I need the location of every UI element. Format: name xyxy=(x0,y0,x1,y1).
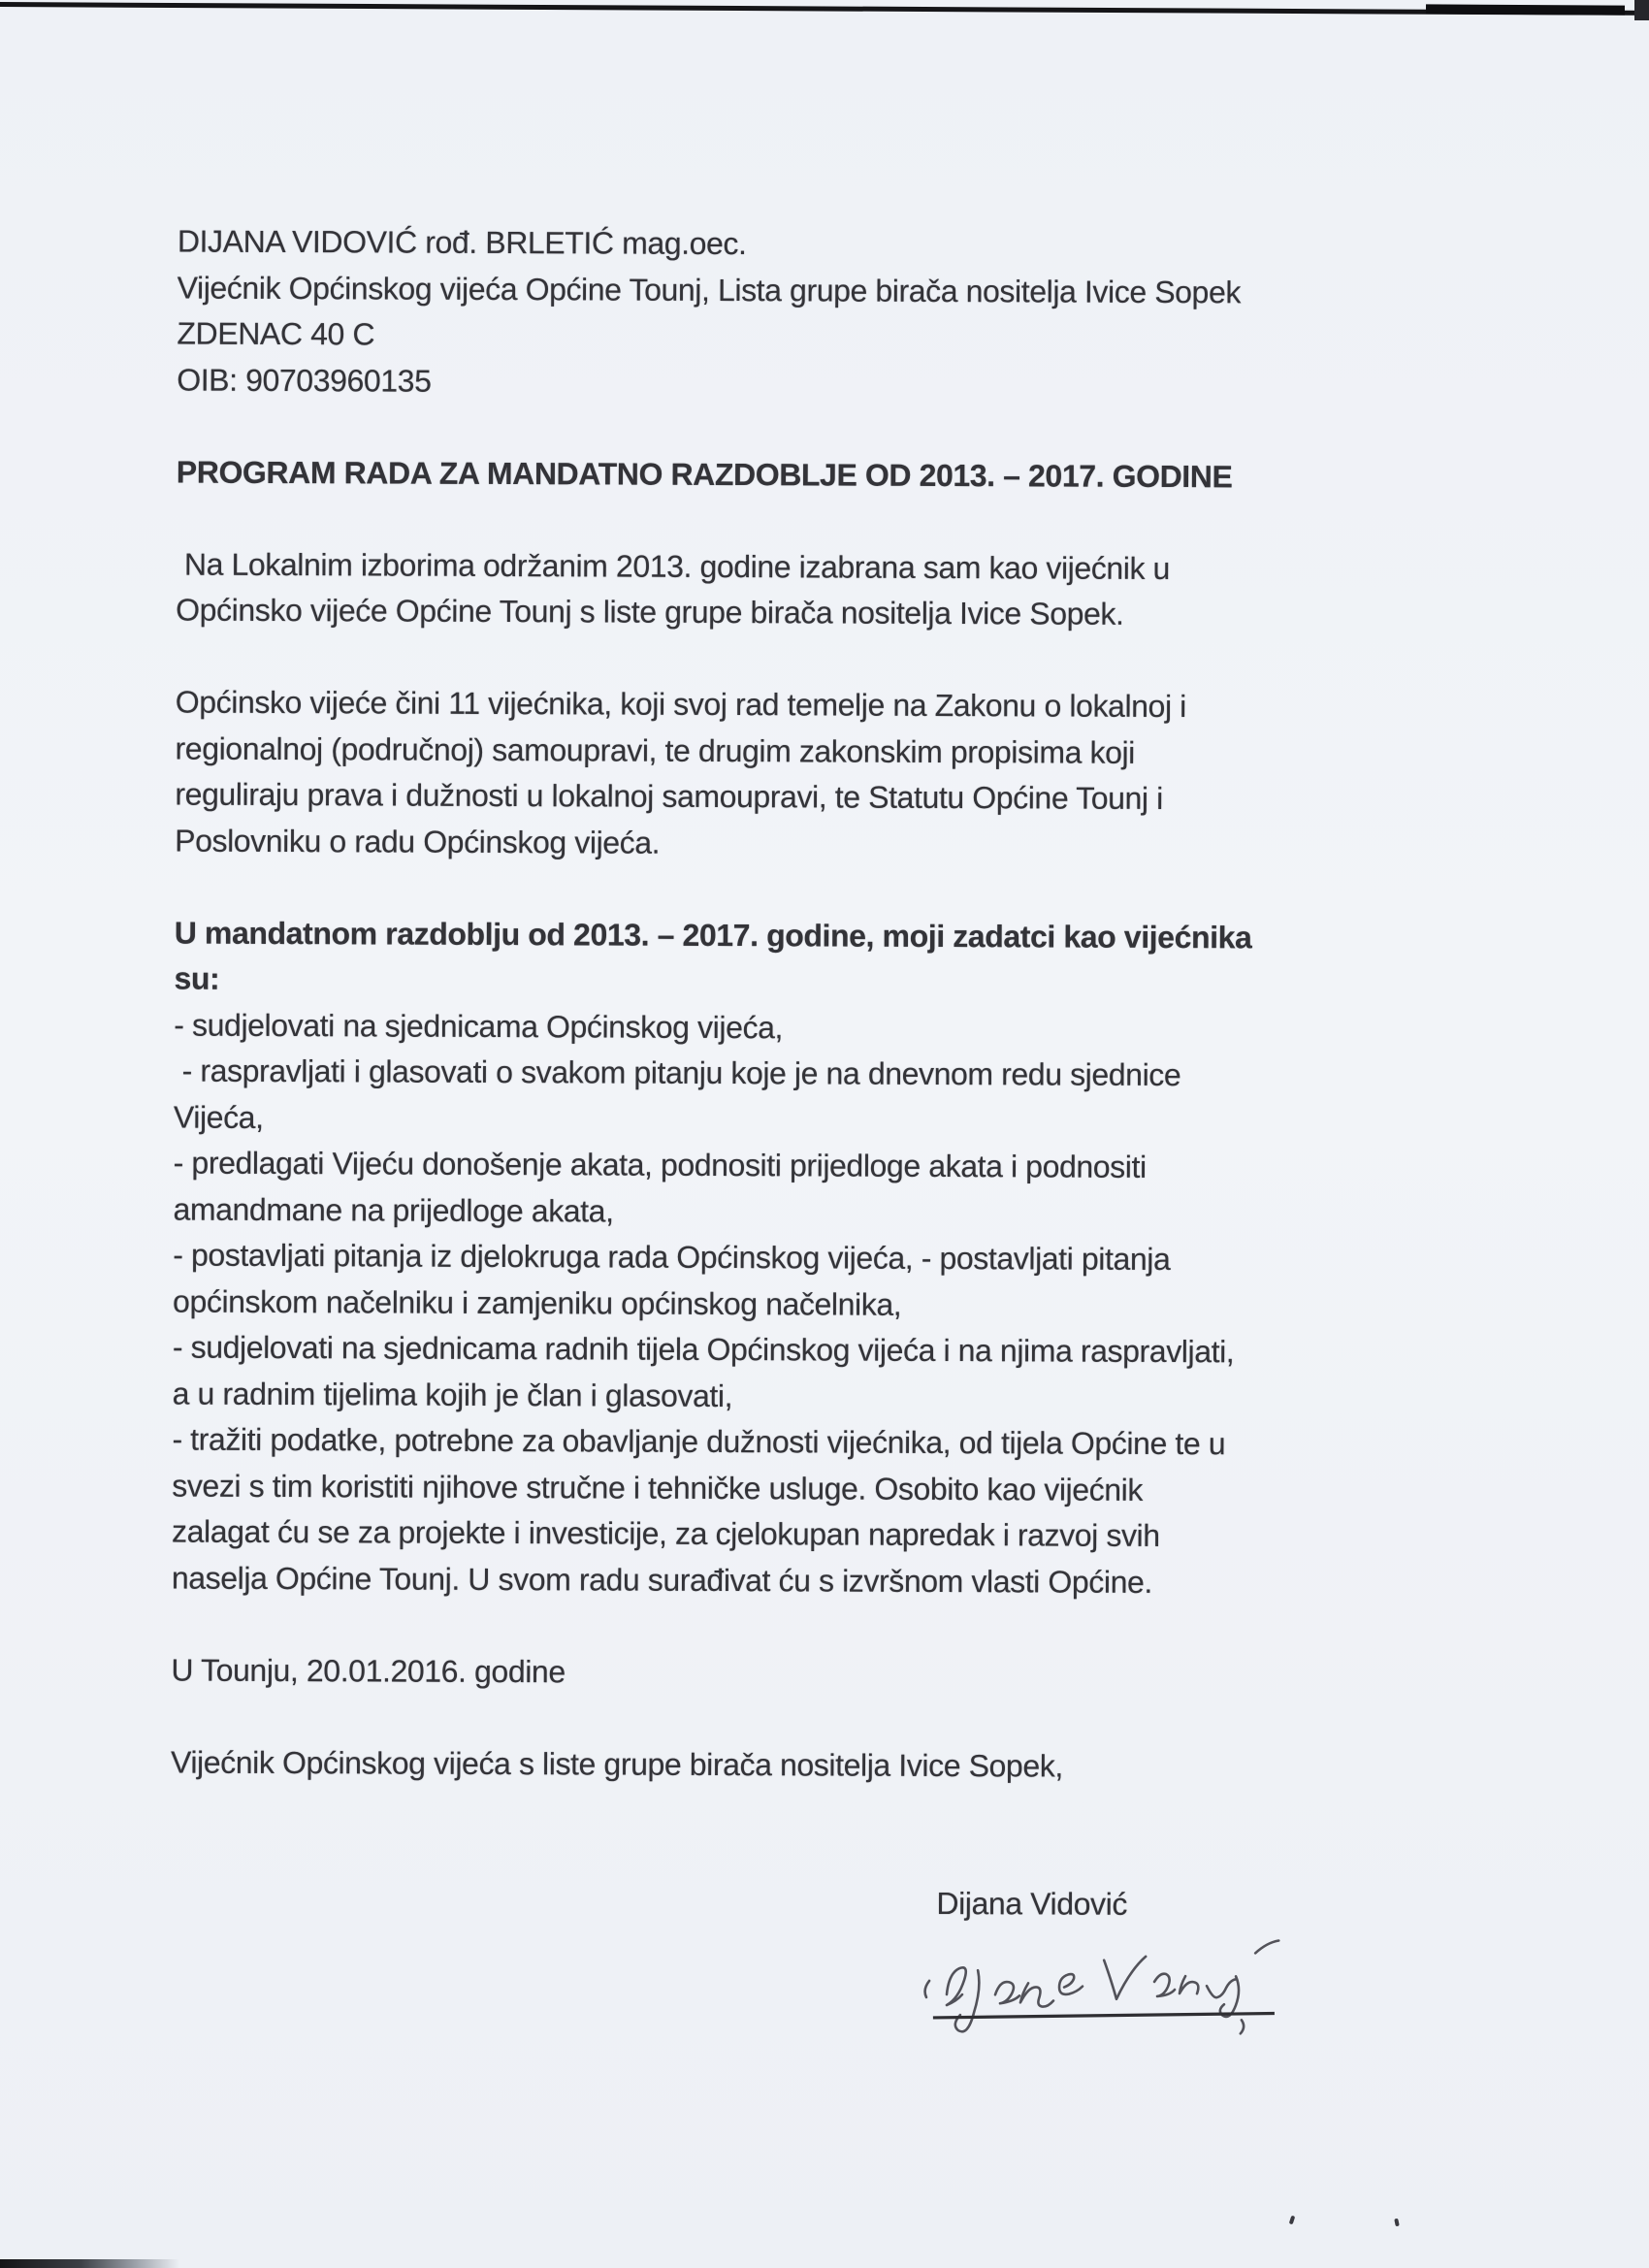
dateline: U Tounju, 20.01.2016. godine xyxy=(171,1652,566,1689)
mandate-heading xyxy=(174,910,1464,1008)
scan-speck xyxy=(1394,2219,1400,2227)
task-line: Vijeća, xyxy=(173,1099,264,1135)
task-line: zalagat ću se za projekte i investicije, za cjelokupan napredak i razvoj svih xyxy=(171,1513,1160,1553)
task-line: - sudjelovati na sjednicama radnih tijela Općinskog vijeća i na njima raspravljati, xyxy=(172,1329,1235,1370)
task-line: amandmane na prijedloge akata, xyxy=(173,1191,614,1229)
council-line: Općinsko vijeće čini 11 vijećnika, koji svoj rad temelje na Zakonu o lokalnoj i xyxy=(175,684,1186,725)
intro-line: Općinsko vijeće Općine Tounj s liste grupe birača nositelja Ivice Sopek. xyxy=(176,592,1124,632)
signature-block xyxy=(914,1925,1303,2072)
scan-speck xyxy=(1289,2216,1296,2225)
sender-role: Vijećnik Općinskog vijeća Općine Tounj, Lista grupe birača nositelja Ivice Sopek xyxy=(177,270,1242,309)
scan-artifact-bottom-edge xyxy=(0,2259,179,2268)
scan-artifact-top-edge xyxy=(0,2,1649,16)
intro-line: Na Lokalnim izborima održanim 2013. godine izabrana sam kao vijećnik u xyxy=(176,546,1171,586)
sender-address: ZDENAC 40 C xyxy=(177,315,375,352)
task-line: - predlagati Vijeću donošenje akata, podnositi prijedloge akata i podnositi xyxy=(173,1145,1147,1184)
council-line: regionalnoj (područnoj) samoupravi, te drugim zakonskim propisima koji xyxy=(175,730,1136,770)
intro-paragraph xyxy=(176,541,1466,639)
sender-oib: OIB: 90703960135 xyxy=(177,362,432,399)
task-line: a u radnim tijelima kojih je član i glasovati, xyxy=(172,1376,733,1413)
sender-block xyxy=(177,219,1468,409)
closing-line: Vijećnik Općinskog vijeća s liste grupe birača nositelja Ivice Sopek, xyxy=(170,1744,1063,1784)
task-line: - sudjelovati na sjednicama Općinskog vijeća, xyxy=(174,1007,784,1045)
signature-underline xyxy=(933,2012,1275,2020)
signatory-name: Dijana Vidović xyxy=(936,1885,1128,1922)
council-line: Poslovniku o radu Općinskog vijeća. xyxy=(175,823,661,860)
mandate-heading-line: su: xyxy=(174,960,220,996)
handwritten-signature xyxy=(914,1925,1303,2072)
task-line: - postavljati pitanja iz djelokruga rada Općinskog vijeća, - postavljati pitanja xyxy=(173,1237,1171,1278)
task-line: općinskom načelniku i zamjeniku općinskog načelnika, xyxy=(173,1283,902,1322)
sender-name: DIJANA VIDOVIĆ rođ. BRLETIĆ mag.oec. xyxy=(177,223,747,262)
task-line: svezi s tim koristiti njihove stručne i tehničke usluge. Osobito kao vijećnik xyxy=(172,1468,1144,1507)
task-line: - tražiti podatke, potrebne za obavljanje dužnosti vijećnika, od tijela Općine te u xyxy=(172,1421,1226,1462)
task-list xyxy=(172,1002,1465,1606)
council-line: reguliraju prava i dužnosti u lokalnoj samoupravi, te Statutu Općine Tounj i xyxy=(175,776,1163,816)
letter-content xyxy=(170,219,1468,1929)
mandate-heading-line: U mandatnom razdoblju od 2013. – 2017. godine, moji zadatci kao vijećnika xyxy=(174,915,1252,955)
task-line: - raspravljati i glasovati o svakom pitanju koje je na dnevnom redu sjednice xyxy=(174,1053,1181,1093)
document-title: PROGRAM RADA ZA MANDATNO RAZDOBLJE OD 2013. – 2017. GODINE xyxy=(176,454,1233,494)
scan-artifact-corner xyxy=(1634,0,1649,20)
council-paragraph xyxy=(175,680,1466,870)
scan-artifact-top-edge-wedge xyxy=(1426,4,1625,15)
task-line: naselja Općine Tounj. U svom radu surađivat ću s izvršnom vlasti Općine. xyxy=(171,1560,1152,1600)
